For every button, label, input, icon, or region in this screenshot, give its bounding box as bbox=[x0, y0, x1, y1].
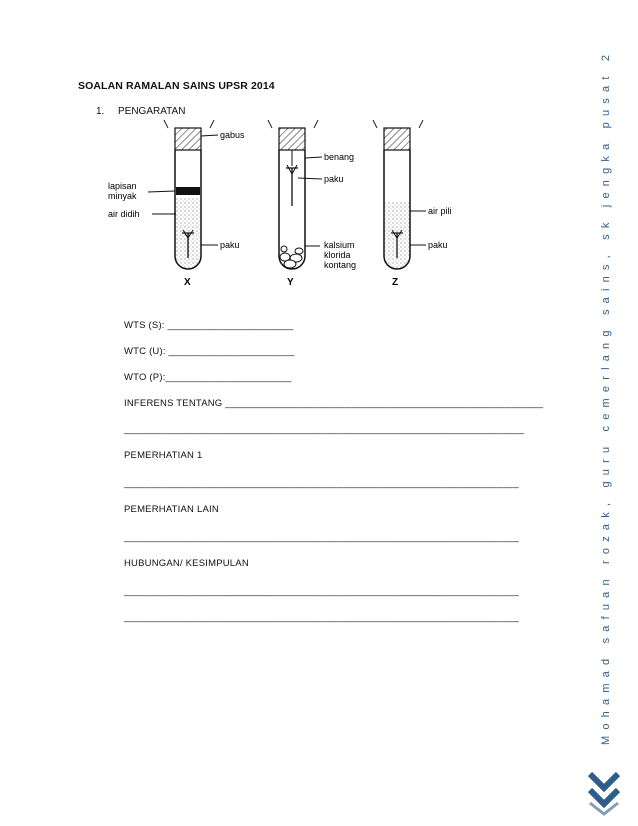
label-kontang: kontang bbox=[324, 260, 357, 270]
question-heading bbox=[96, 106, 185, 117]
hubungan-answer-line-2[interactable]: ________________________________________________________________________ bbox=[124, 612, 519, 623]
tube-z bbox=[373, 120, 423, 269]
tube-x bbox=[164, 120, 214, 269]
question-number: 1. bbox=[96, 106, 105, 117]
hubungan-heading: HUBUNGAN/ KESIMPULAN bbox=[124, 558, 249, 569]
tube-label-x: X bbox=[184, 277, 191, 288]
label-minyak: minyak bbox=[108, 191, 137, 201]
inferens-answer-line[interactable]: INFERENS TENTANG __________________________________________________________ bbox=[124, 398, 544, 409]
label-paku-x: paku bbox=[220, 240, 240, 250]
calcium-chloride bbox=[280, 246, 303, 268]
label-lapisan: lapisan bbox=[108, 181, 137, 191]
oil-layer bbox=[176, 187, 200, 195]
label-paku-z: paku bbox=[428, 240, 448, 250]
double-chevron-down-icon bbox=[586, 768, 622, 816]
cork-stopper-x bbox=[175, 128, 201, 150]
hubungan-answer-line-1[interactable]: ________________________________________________________________________ bbox=[124, 586, 519, 597]
label-paku-y: paku bbox=[324, 174, 344, 184]
label-klorida: klorida bbox=[324, 250, 351, 260]
label-kalsium: kalsium bbox=[324, 240, 355, 250]
label-gabus: gabus bbox=[220, 130, 245, 140]
cork-stopper-z bbox=[384, 128, 410, 150]
author-credit-sidebar bbox=[600, 48, 614, 745]
wtc-answer-line[interactable]: WTC (U): _______________________ bbox=[124, 346, 295, 357]
pemerhatian1-heading: PEMERHATIAN 1 bbox=[124, 450, 203, 461]
wts-answer-line[interactable]: WTS (S): _______________________ bbox=[124, 320, 294, 331]
rusting-experiment-diagram bbox=[100, 118, 480, 293]
cork-stopper-y bbox=[279, 128, 305, 150]
label-benang: benang bbox=[324, 152, 355, 162]
tube-label-y: Y bbox=[287, 277, 294, 288]
author-credit-text: Mohamad safuan rozak, guru cemerlang sains, sk jengka pusat 2 bbox=[600, 48, 612, 745]
question-title: PENGARATAN bbox=[118, 106, 186, 117]
tube-label-z: Z bbox=[392, 277, 399, 288]
pemerhatian-lain-answer-line[interactable]: ________________________________________________________________________ bbox=[124, 532, 519, 543]
label-air-pili: air pili bbox=[428, 206, 452, 216]
pemerhatian-lain-heading: PEMERHATIAN LAIN bbox=[124, 504, 219, 515]
document-title: SOALAN RAMALAN SAINS UPSR 2014 bbox=[78, 80, 275, 92]
inferens-continuation-line[interactable]: _________________________________________________________________________ bbox=[124, 424, 525, 435]
label-air-didih: air didih bbox=[108, 209, 140, 219]
pemerhatian1-answer-line[interactable]: ________________________________________________________________________ bbox=[124, 478, 519, 489]
wto-answer-line[interactable]: WTO (P):_______________________ bbox=[124, 372, 292, 383]
tube-y bbox=[268, 120, 318, 269]
